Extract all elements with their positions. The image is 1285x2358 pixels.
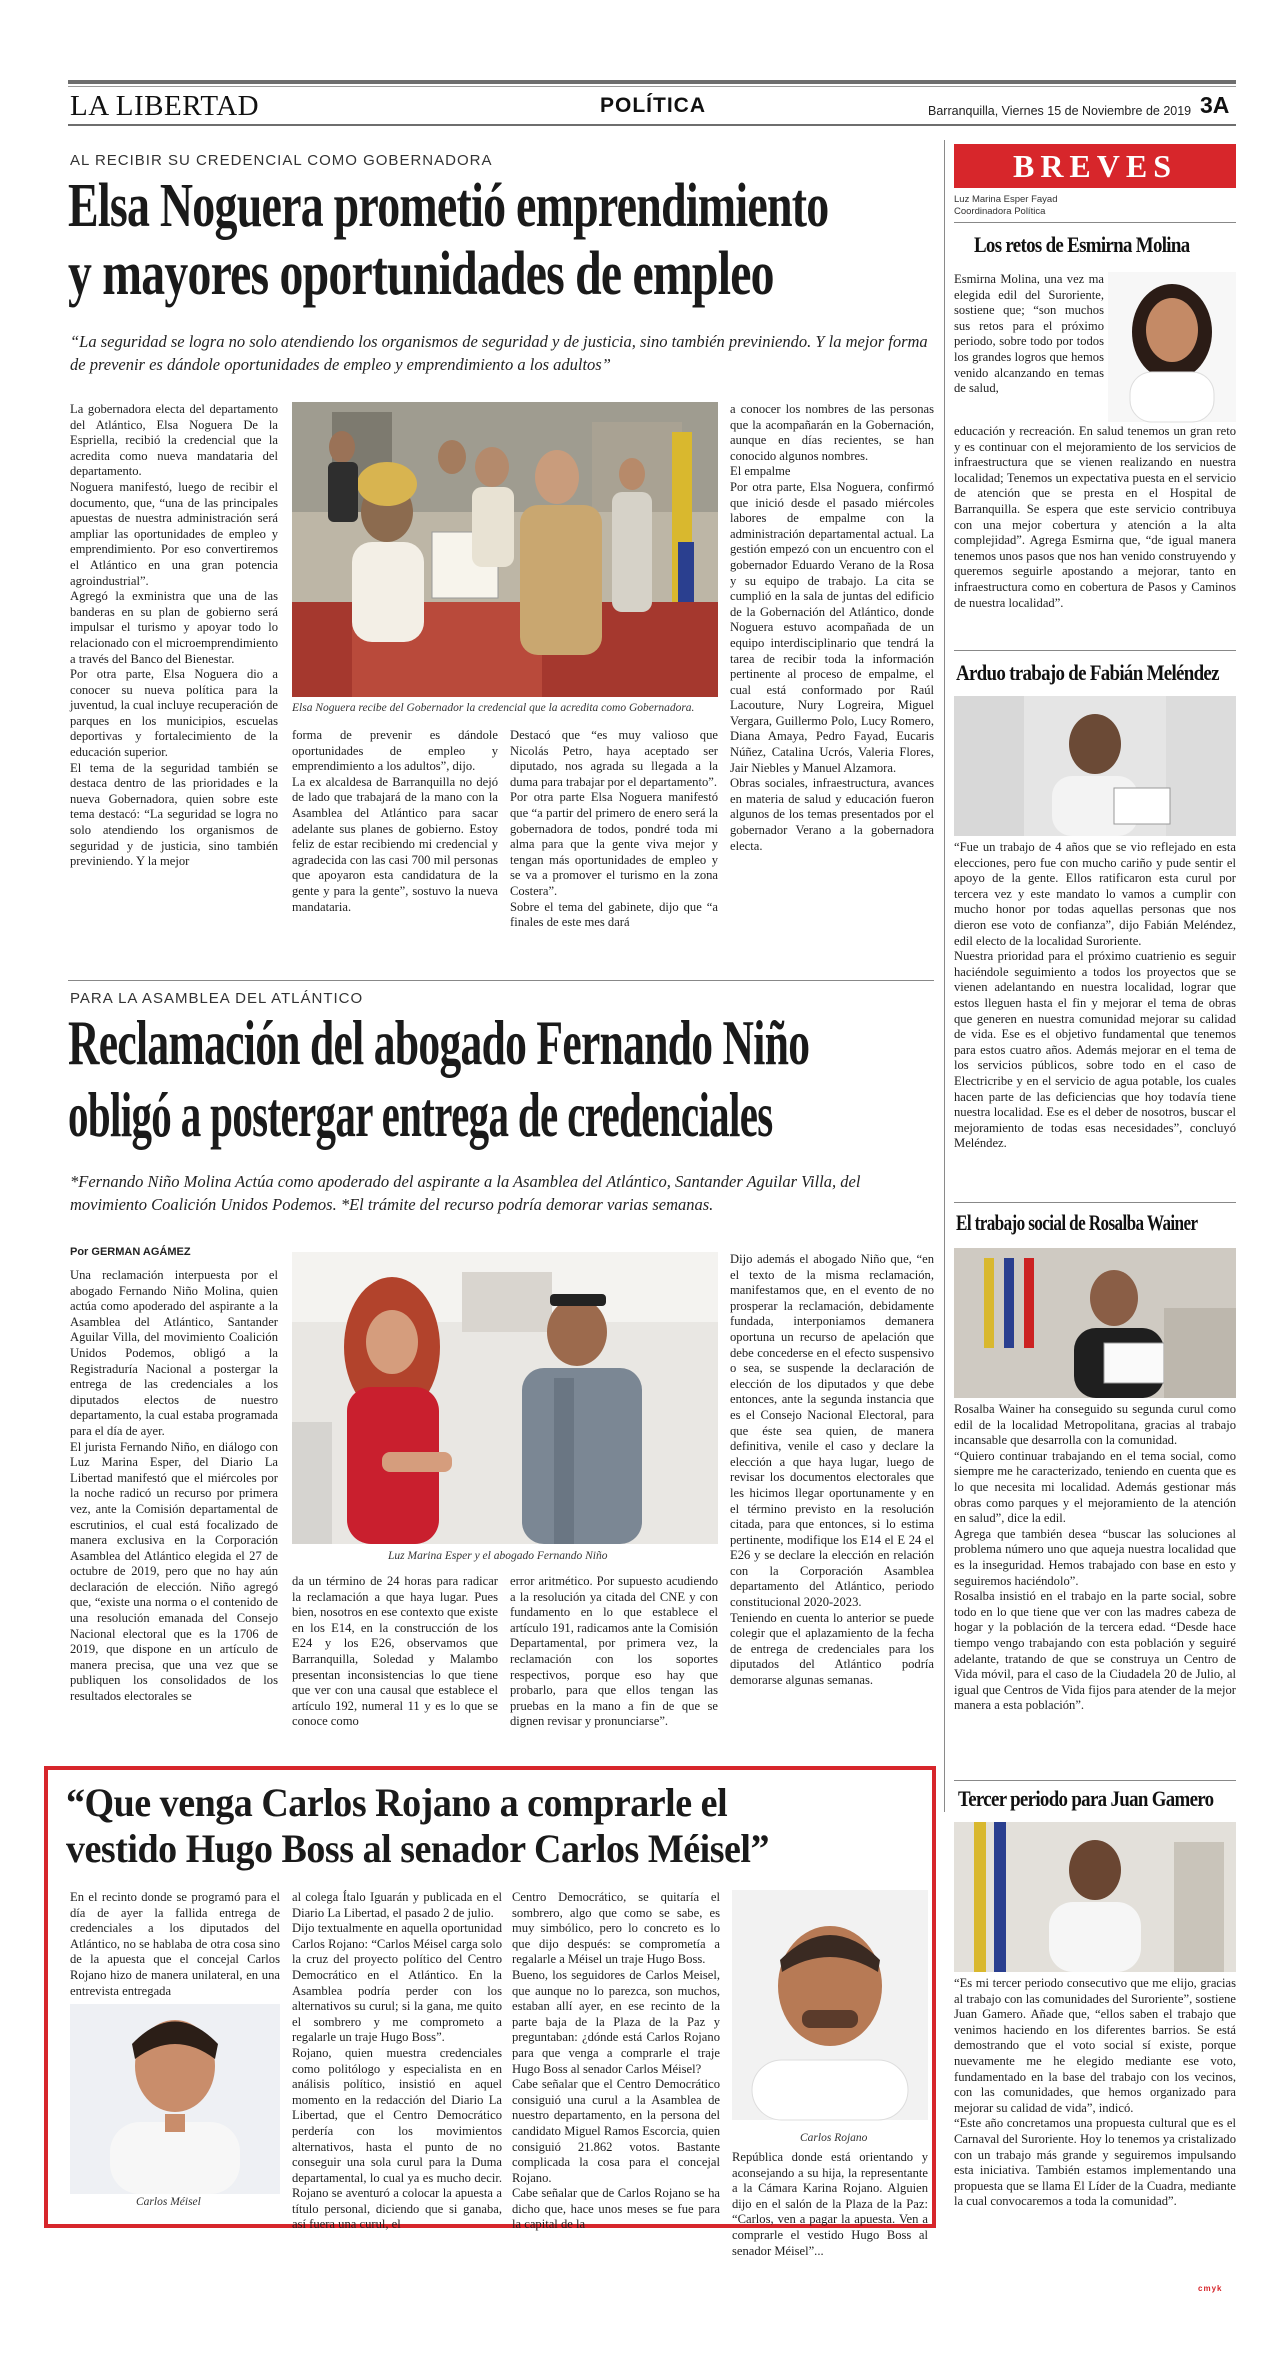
paper-name: LA LIBERTAD <box>70 90 260 122</box>
sidebar-rule-1 <box>954 222 1236 223</box>
article2-deck: *Fernando Niño Molina Actúa como apoderado del aspirante a la Asamblea del Atlántico, Santander Aguilar Villa, del movimiento Coalición Unidos Podemos. *El trámite del recurso podría demorar varias semanas. <box>70 1172 861 1214</box>
article1-kicker: AL RECIBIR SU CREDENCIAL COMO GOBERNADORA <box>70 152 493 169</box>
sidebar-rule-2 <box>954 650 1236 651</box>
brief3-photo <box>954 1248 1236 1398</box>
top-rule <box>68 80 1236 84</box>
article3-col1: En el recinto donde se programó para el día de ayer la fallida entrega de credenciales a los diputados del Atlántico, no se hablaba de otra cosa sino de la apuesta que el concejal Carlos Rojano hizo de manera unilateral, en una entrevista entregada <box>70 1890 280 1998</box>
portrait-illustration-rojano <box>732 1890 928 2120</box>
dateline: Barranquilla, Viernes 15 de Noviembre de 2019 <box>928 104 1192 118</box>
article2-col1: Una reclamación interpuesta por el abogado Fernando Niño Molina, quien actúa como apoderado del aspirante a la Asamblea del Atlántico, Santander Aguilar Villa, del movimiento Coalición Unidos Podemos, obligó a la Registraduría Nacional a postergar la entrega de las credenciales a los diputados electos de nuestro departamento, la cual estaba programada para el día de ayer. El jurista Fernando Niño, en diálogo con Luz Marina Esper, del Diario La Libertad manifestó que el miércoles por la noche radicó un recurso por primera vez, ante la Comisión departamental de escrutinios, el cual está focalizado de manera exclusiva en la Corporación Asamblea del Atlántico elegida el 27 de octubre de 2019, pero que no hay aún declaración de elección. Niño agregó que, “existe una norma o el contenido de una resolución emanada del Consejo Nacional electoral que es la 1706 de 2019, que dispone en un artículo de manera precisa, que una vez que se publiquen los consolidados de los resultados electorales se <box>70 1268 278 1704</box>
header-bottom-rule <box>68 124 1236 126</box>
brief1-text-narrow: Esmirna Molina, una vez ma elegida edil del Suroriente, sostiene que; “son muchos sus retos para el próximo periodo, sobre todo por todos los grandes logros que hemos venido alcanzando en temas de salud, <box>954 272 1104 396</box>
portrait-illustration-rosalba <box>954 1248 1236 1398</box>
portrait-illustration-esmirna <box>1108 272 1236 422</box>
brief1-photo <box>1108 272 1236 422</box>
sidebar-rule-4 <box>954 1780 1236 1781</box>
article2-byline: Por GERMAN AGÁMEZ <box>70 1246 191 1258</box>
portrait-illustration-meisel <box>70 2004 280 2194</box>
brief4-photo <box>954 1822 1236 1972</box>
article2-headline-line1: Reclamación del abogado Fernando Niño <box>68 1007 810 1078</box>
portrait-illustration-fabian <box>954 696 1236 836</box>
brief3-heading: El trabajo social de Rosalba Wainer <box>956 1210 1198 1235</box>
article3-col4: República donde está orientando y aconsejando a su hija, la representante a la Cámara Karina Rojano. Alguien dijo en el salón de la Plaza de la Paz: “Carlos, ven a pagar la apuesta. Ven a comprarle el vestido Hugo Boss al senador Méisel”... <box>732 2150 928 2258</box>
brief2-heading: Arduo trabajo de Fabián Meléndez <box>956 660 1219 685</box>
article3-col3: Centro Democrático, se quitaría el sombrero, algo que como se sabe, es muy simbólico, pero lo concreto es lo que dijo después: se comprometía a regalarle a Méisel un traje Hugo Boss. Bueno, los seguidores de Carlos Meisel, que aunque no lo parezca, son muchos, estaban allí ayer, en ese recinto de la parte baja de la Plaza de la Paz y preguntaban: ¿dónde está Carlos Rojano para que venga a comprarle el traje Hugo Boss al senador Carlos Méisel? Cabe señalar que el Centro Democrático consiguió una curul a la Asamblea de nuestro departamento, en la persona del candidato Miguel Ramos Escorcia, quien consiguió 21.862 votos. Bastante complicada la cosa para el concejal Rojano. Cabe señalar que de Carlos Rojano se ha dicho que, hace unos meses se fue para la capital de la <box>512 1890 720 2232</box>
brief4-text: “Es mi tercer periodo consecutivo que me elijo, gracias al trabajo con las comunidades del Suroriente”, sostiene Juan Gamero. Añade que, “ellos saben el trabajo que venimos haciendo en los diferentes barrios. Se está demostrando que el voto social sí existe, porque nuevamente me he elegido mediante ese voto, fundamentado en la base del trabajo con los vecinos, con las comunidades, que hemos organizado para mejorar su calidad de vida”, indicó. “Este año concretamos una propuesta cultural que es el Carnaval del Suroriente. Hoy lo tenemos ya cristalizado con un trabajo más grande y seguiremos impulsando esta iniciativa. También estamos implementando una propuesta que se llama El Líder de la Cuadra, mediante la cual convocaremos a toda la comunidad”. <box>954 1976 1236 2209</box>
article2-kicker: PARA LA ASAMBLEA DEL ATLÁNTICO <box>70 990 364 1007</box>
two-people-photo-illustration <box>292 1252 718 1544</box>
article1-headline-line2: y mayores oportunidades de empleo <box>68 240 774 308</box>
portrait-illustration-juan <box>954 1822 1236 1972</box>
brief1-heading: Los retos de Esmirna Molina <box>974 232 1190 257</box>
article3-left-photo <box>70 2004 280 2194</box>
article3-col2: al colega Ítalo Iguarán y publicada en el Diario La Libertad, el pasado 2 de julio. Dijo textualmente en aquella oportunidad Carlos Rojano: “Carlos Méisel carga solo la cruz del proyecto político del Centro Democrático en el Atlántico. En la Asamblea podría perder con los alternativos su curul; si la gana, me quito el sombrero y me comprometo a regalarle un traje Hugo Boss”. Rojano, quien muestra credenciales como politólogo y especialista en en análisis político, insistió en aquel momento en la redacción del Diario La Libertad, que el Centro Democrático perdería con los movimientos alternativos, hasta el punto de no conseguir una sola curul para la Duma departamental, lo cual ya es mucho decir. Rojano se aventuró a colocar la apuesta a título personal, diciendo que si ganaba, así fuera una curul, el <box>292 1890 502 2232</box>
brief2-photo <box>954 696 1236 836</box>
sidebar-rule-3 <box>954 1202 1236 1203</box>
brief3-text: Rosalba Wainer ha conseguido su segunda curul como edil de la localidad Metropolitana, gracias al trabajo incansable que desarrolla con la comunidad. “Quiero continuar trabajando en el tema social, como siempre me he caracterizado, teniendo en cuenta que es lo que necesita mi localidad. Además gestionar más obras como parques y el mejoramiento de la atención en salud”, dice la edil. Agrega que también desea “buscar las soluciones al problema número uno que aqueja nuestra localidad que es la inseguridad. Hemos trabajado con base en esto y seguiremos haciéndolo”. Rosalba insistió en el trabajo en la parte social, sobre todo en lo que tiene que ver con las madres cabeza de hogar y la población de la tercera edad. “Desde hace tiempo vengo trabajando con esta población y seguiré adelante, tratando de que se construya un Centro de Vida móvil, para el caso de la Ciudadela 20 de Julio, al igual que Centros de Vida fijos para atender de la mejor manera a esta población”. <box>954 1402 1236 1713</box>
breves-author-role: Coordinadora Política <box>954 206 1046 217</box>
article1-col4: a conocer los nombres de las personas que la acompañarán en la Gobernación, aunque en días recientes, se han conocido algunos nombres. El empalme Por otra parte, Elsa Noguera, confirmó que inició desde el pasado miércoles labores de empalme con la administración departamental actual. La gestión empezó con un encuentro con el gobernador Eduardo Verano de la Rosa y su equipo de trabajo. La cita se cumplió en la sala de juntas del edificio de la Gobernación del Atlántico, donde Noguera estuvo acompañada de un equipo interdisciplinario que tendrá la tarea de recibir toda la información pertinente al proceso de empalme, el cual está conformado por Raúl Lacouture, Nury Logreira, Miguel Vergara, Guillermo Polo, Lucy Romero, Diana Amaya, Pedro Fayad, Eucaris Núñez, Catalina Ucrós, Valeria Flores, Jair Niebles y Manuel Alzamora. Obras sociales, infraestructura, avances en materia de salud y educación fueron algunos de los temas presentados por el gobernador Verano a la gobernadora electa. <box>730 402 934 853</box>
article1-bottom-rule <box>68 980 934 981</box>
ceremony-photo-illustration <box>292 402 718 697</box>
article2-photo <box>292 1252 718 1544</box>
brief1-text: educación y recreación. En salud tenemos un gran reto y es continuar con el mejoramiento de los servicios de infraestructura que se vienen realizando en nuestra localidad; Tenemos un expectativa puesta en el servicio de atención que se presta en el Hospital de Barranquilla. Se espera que este servicio contribuya con una mejor cobertura y atención a la alta complejidad”. Agrega Esmirna que, “de igual manera tenemos unos pasos que nos han venido construyendo y queremos seguirle apostando a mejorar, tanto en infraestructura como en cobertura de Pasos y Caminos de nuestra localidad”. <box>954 424 1236 610</box>
article2-col2: da un término de 24 horas para radicar la reclamación a que haya lugar. Pues bien, nosotros en ese contexto que existe en los E14, en la construcción de los E24 y los E26, observamos que Barranquilla, Soledad y Malambo presentan inconsistencias lo que tiene que ver con una causal que establece el artículo 192, numeral 11 y es lo que se conoce como <box>292 1574 498 1729</box>
top-rule-thin <box>68 86 1236 87</box>
page-number: 3A <box>1200 92 1230 118</box>
article1-headline-line1: Elsa Noguera prometió emprendimiento <box>68 172 829 240</box>
article1-col3: Destacó que “es muy valioso que Nicolás Petro, haya aceptado ser diputado, nos agrada su llegada a la duma para trabajar por el departamento”. Por otra parte Elsa Noguera manifestó que “a partir del primero de enero será la gobernadora de todos, pondré toda mi alma para que la gente viva mejor y tengan más oportunidades de empleo y se va a promover el turismo en la zona Costera”. Sobre el tema del gabinete, dijo que “a finales de este mes dará <box>510 728 718 930</box>
article3-headline-line1: “Que venga Carlos Rojano a comprarle el <box>66 1780 728 1825</box>
column-divider <box>944 140 945 1812</box>
article1-col2: forma de prevenir es dándole oportunidades de empleo y emprendimiento a los adultos”, dijo. La ex alcaldesa de Barranquilla no dejó de lado que trabajará de la mano con la Asamblea del Atlántico para sacar adelante sus planes de gobierno. Estoy feliz de estar recibiendo mi credencial y agradecida con las casi 700 mil personas que apoyaron esta candidatura de la gente y para la gente”, sostuvo la nueva mandataria. <box>292 728 498 914</box>
brief2-text: “Fue un trabajo de 4 años que se vio reflejado en esta elecciones, pero fue con mucho cariño y pude sentir el apoyo de la gente. Ellos ratificaron esta curul por tercera vez y este mandato lo vamos a cumplir con mucho honor por todas aquellas personas que nos dieron ese voto de confianza”, dijo Fabián Meléndez, edil electo de la localidad Suroriente. Nuestra prioridad para el próximo cuatrienio es seguir haciéndole seguimiento a todos los proyectos que se vienen adelantando en nuestra localidad, lograr que estos lleguen hasta el fin y mejorar el tema de obras que generen en nuestra comunidad mejorar su calidad de vida. Ese es el objetivo fundamental que tenemos para estos cuatro años. Además mejorar en el tema de los servicios públicos, sobre todo en el caso de Electricribe y en el servicio de agua potable, los cuales hacen parte de las deficiencias que hoy todavía tiene nuestra localidad. Ese es el deber de nosotros, buscar el mejoramiento de todas esas necesidades”, concluyó Meléndez. <box>954 840 1236 1151</box>
article2-headline-line2: obligó a postergar entrega de credenciales <box>68 1079 773 1150</box>
article2-col3: error aritmético. Por supuesto acudiendo a la resolución ya citada del CNE y con fundamento en lo que establece el artículo 191, radicamos ante la Comisión Departamental, por primera vez, la reclamación con los soportes respectivos, porque eso hay que probarlo, para que ellos tengan las pruebas en la mano a fin de que se dignen revisar y pronunciarse”. <box>510 1574 718 1729</box>
brief4-heading: Tercer periodo para Juan Gamero <box>958 1786 1214 1811</box>
article3-right-caption: Carlos Rojano <box>800 2132 868 2144</box>
article2-photo-caption: Luz Marina Esper y el abogado Fernando Niño <box>388 1550 608 1562</box>
article1-deck: “La seguridad se logra no solo atendiendo los organismos de seguridad y de justicia, sino también previniendo. Y la mejor forma de prevenir es dándole oportunidades de empleo y emprendimiento a los adultos” <box>70 332 928 374</box>
article1-photo-caption: Elsa Noguera recibe del Gobernador la credencial que la acredita como Gobernadora. <box>292 702 695 714</box>
article1-photo <box>292 402 718 697</box>
article1-col1: La gobernadora electa del departamento del Atlántico, Elsa Noguera De la Espriella, recibió la credencial que la acredita como nueva mandataria del departamento. Noguera manifestó, luego de recibir el documento, que, “una de las principales apuestas de nuestra administración será ampliar las oportunidades de empleo y emprendimiento. Por eso convertiremos el Atlántico en una gran potencia agroindustrial”. Agregó la exministra que una de las banderas en su plan de gobierno será impulsar el turismo y apoyar todo lo relacionado con el microemprendimiento a través del Banco del Bienestar. Por otra parte, Elsa Noguera dio a conocer su nueva política para la juventud, la cual incluye recuperación de parques en los municipios, escuelas deportivas y fortalecimiento de la educación superior. El tema de la seguridad también se destaca dentro de las prioridades e la nueva Gobernadora, quien sobre este tema destacó: “La seguridad se logra no solo atendiendo los organismos de seguridad y de justicia, sino también previniendo. Y la mejor <box>70 402 278 869</box>
article2-col4: Dijo además el abogado Niño que, “en el texto de la misma reclamación, manifestamos que, en el evento de no prosperar la reclamación, debidamente fundada, interponiamos demanera oportuna un recurso de apelación que debe concederse en el efecto suspensivo o sea, se suspende la declaración de elección de los diputados y que debe entonces, ante la segunda instancia que es el Consejo Nacional Electoral, para que éste sea quien, de manera definitiva, venile el caso y declare la elección a que haya lugar, luego de revisar los documentos electorales que les hicimos llegar oportunamente y en el término previsto en la resolución citada, para que entonces, si lo estima pertinente, modifique los E14 el E 24 el E26 y se declare la elección en relación con la Corporación Asamblea departamento del Atlántico, periodo constitucional 2020-2023. Teniendo en cuenta lo anterior se puede colegir que el aplazamiento de la fecha de entrega de credenciales para los diputados del Atlántico podría demorarse algunas semanas. <box>730 1252 934 1688</box>
breves-author: Luz Marina Esper Fayad <box>954 194 1058 205</box>
section-name: POLÍTICA <box>600 94 706 117</box>
article3-right-photo <box>732 1890 928 2120</box>
article3-headline-line2: vestido Hugo Boss al senador Carlos Méisel” <box>66 1826 770 1871</box>
breves-title: BREVES <box>1012 148 1178 184</box>
article3-left-caption: Carlos Méisel <box>136 2196 201 2208</box>
cmyk-color-mark: cmyk <box>1198 2284 1223 2293</box>
